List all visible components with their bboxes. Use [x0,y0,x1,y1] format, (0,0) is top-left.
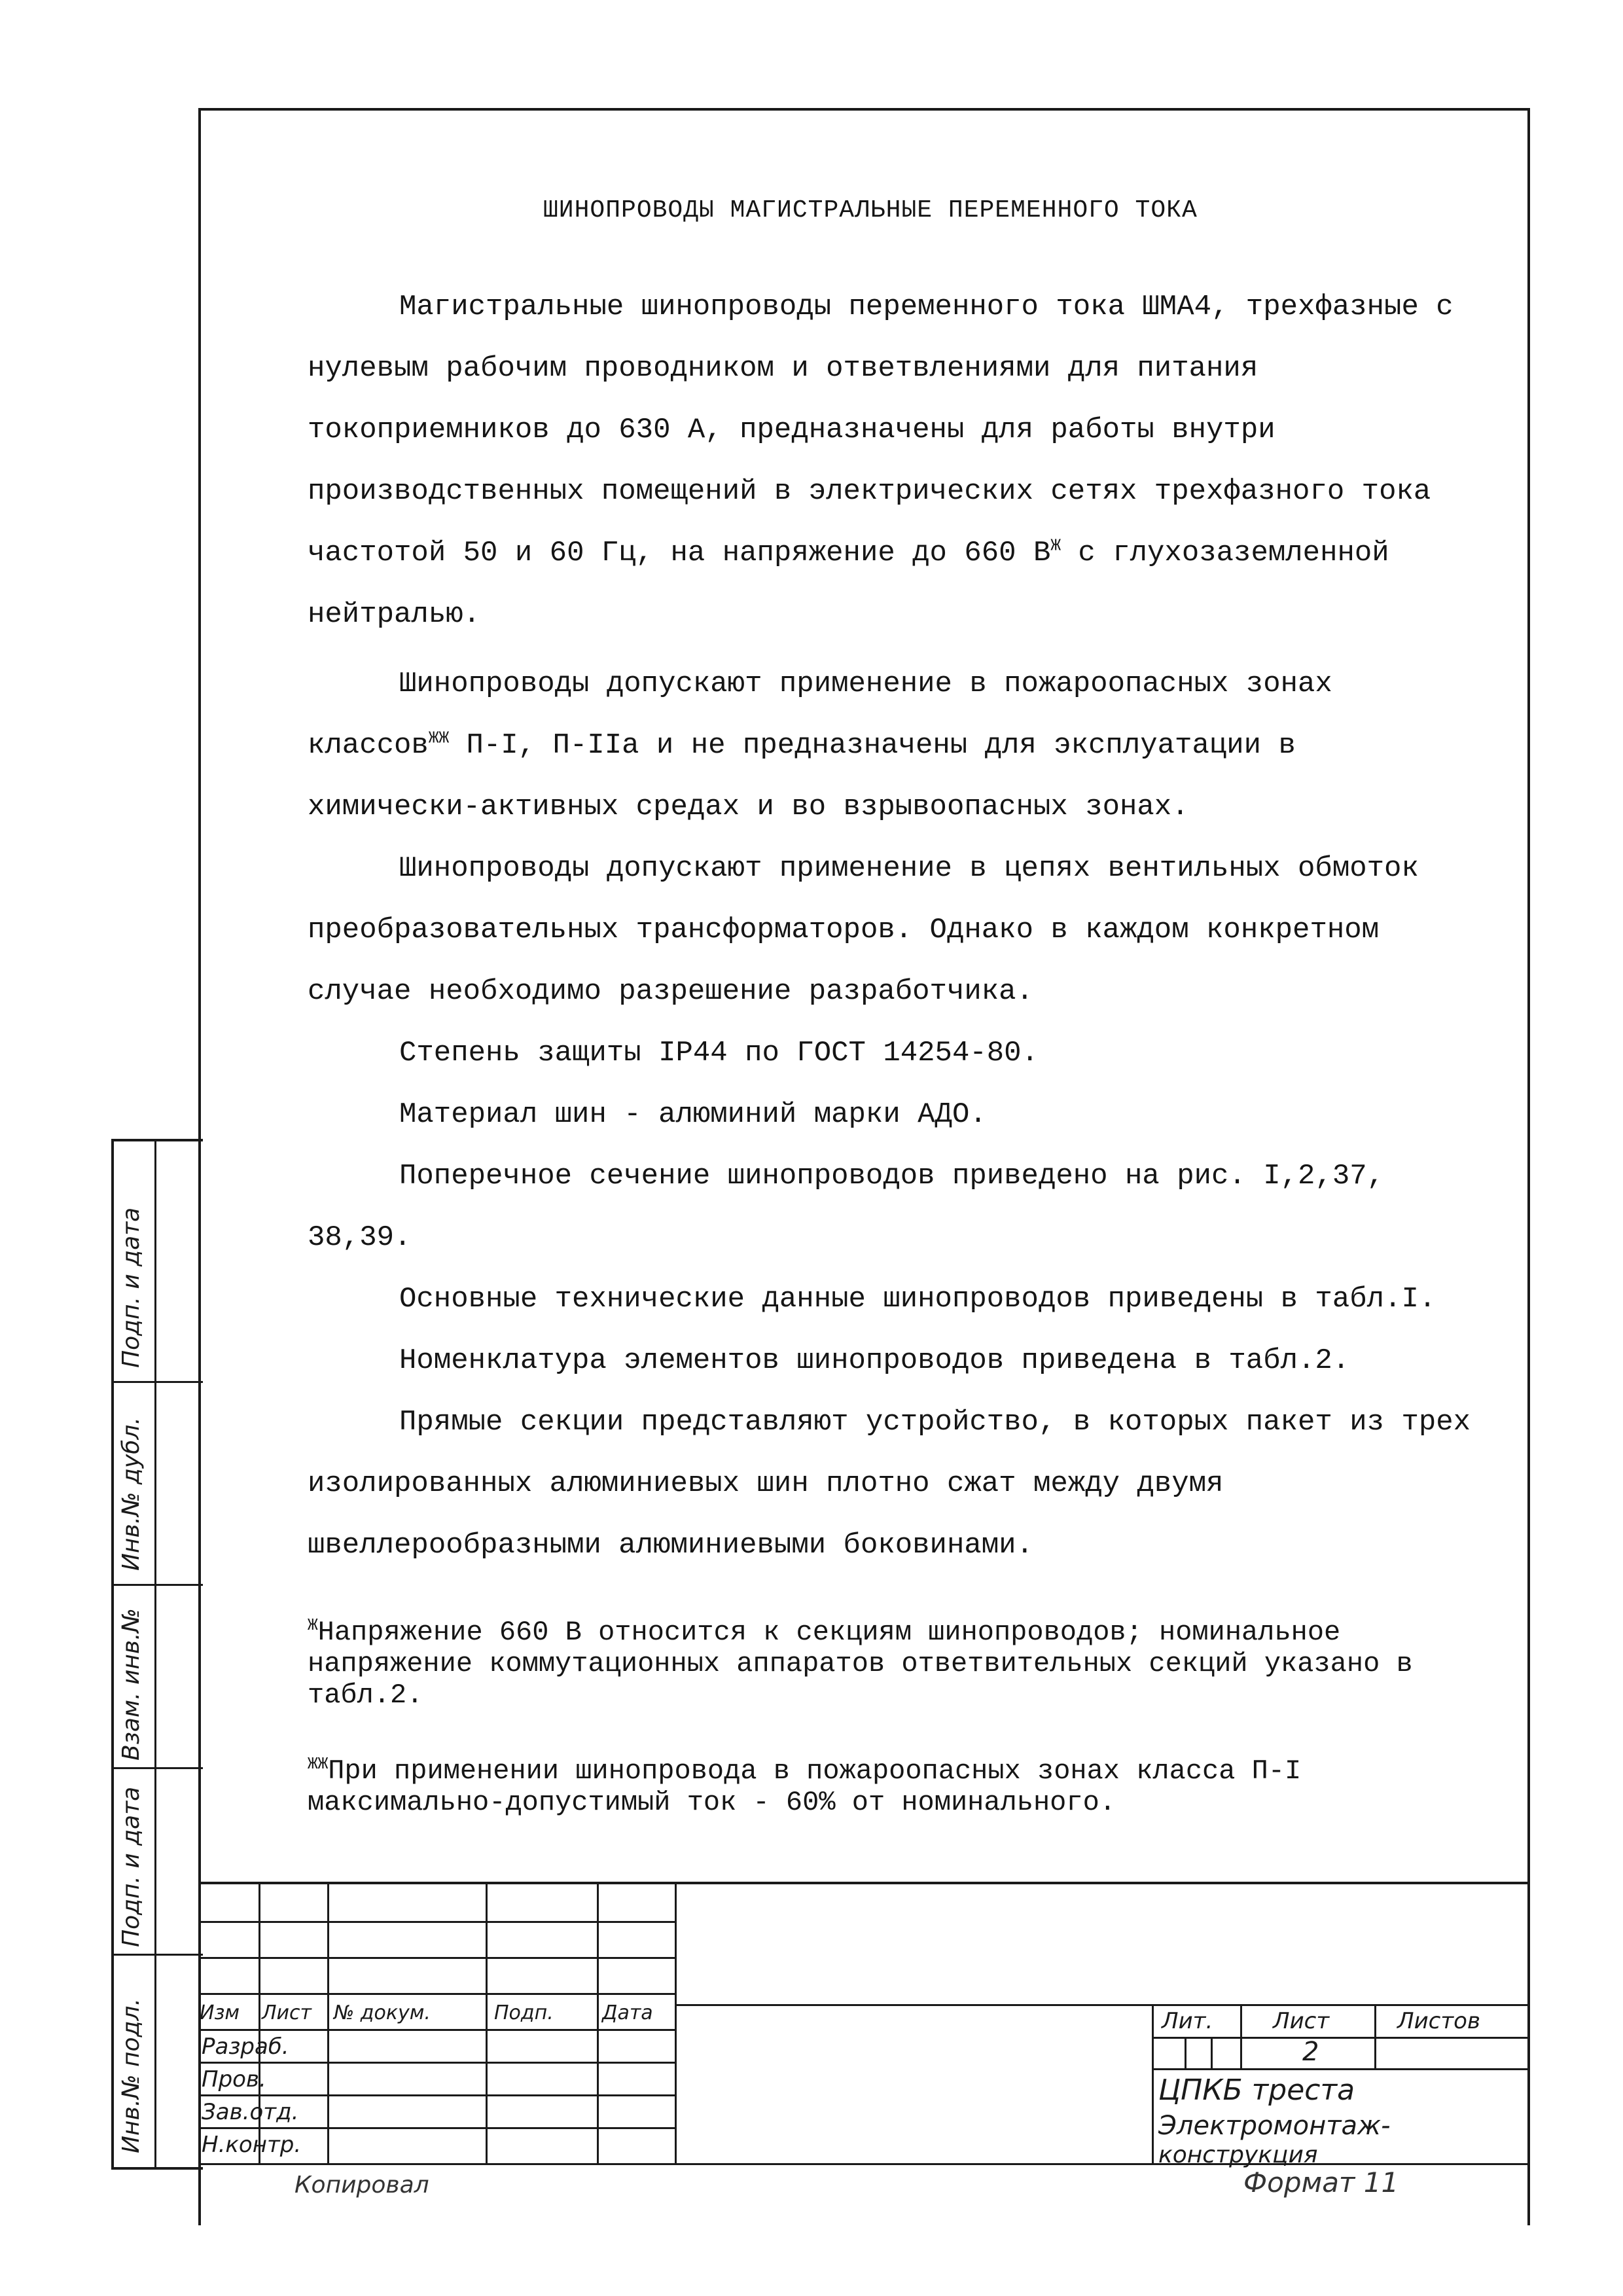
tb-lit: Лит. [1162,2008,1213,2034]
tb-line [1152,2037,1530,2039]
tb-zav-otd: Зав.отд. [202,2099,299,2125]
tb-line [198,2029,675,2031]
paragraph-1-text-a: Магистральные шинопроводы переменного тока ШМА4, трехфазные с нулевым рабочим проводником и ответвлениями для питания токоприемников до 630 А, предназначены для работы внутри производственных помещений в электрических сетях трехфазного тока частотой 50 и 60 Гц, на напряжение до 660 В [308,291,1454,569]
paragraph-1 [308,276,1479,645]
margin-row-line [111,1584,203,1586]
tb-org-line2: Электромонтаж- [1158,2111,1391,2141]
tb-list: Лист [262,2001,312,2024]
tb-line [597,1882,599,2163]
tb-line [1152,2004,1154,2163]
paragraph-2 [308,653,1479,838]
margin-label-vzam-inv: Взам. инв.№ [118,1608,145,1761]
margin-row-line [111,1954,203,1956]
tb-line [198,1957,675,1959]
tb-data: Дата [602,2001,653,2024]
tb-sheet-number: 2 [1302,2037,1319,2067]
tb-line [1185,2037,1186,2068]
footnote-mark-1: Ж [1050,535,1061,556]
tb-line [198,1993,675,1995]
paragraph-4: Степень защиты IP44 по ГОСТ 14254-80. [399,1037,1039,1069]
footnote-2-text: При применении шинопровода в пожароопасных зонах класса П-I максимально-допустимый ток - 60% от номинального. [308,1755,1302,1818]
page-title: ШИНОПРОВОДЫ МАГИСТРАЛЬНЫЕ ПЕРЕМЕННОГО ТОКА [543,196,1198,224]
paragraph-5: Материал шин - алюминий марки АДО. [399,1098,987,1131]
tb-n-dokum: № докум. [334,2001,431,2024]
footnote-2 [308,1755,1479,1818]
tb-line [198,1921,675,1923]
format-label: Формат 11 [1243,2166,1399,2198]
margin-label-inv-dubl: Инв.№ дубл. [118,1417,145,1571]
margin-label-inv-podl: Инв.№ подл. [118,1998,145,2153]
tb-izm: Изм [200,2001,240,2024]
tb-line [198,2127,675,2129]
paragraph-1-text-b: с глухозаземленной нейтралью. [308,537,1389,631]
tb-line [198,2163,1530,2165]
footnote-1-mark: Ж [308,1615,318,1635]
tb-line [486,1882,488,2163]
paragraph-7: Основные технические данные шинопроводов приведены в табл.I. [399,1283,1436,1316]
paragraph-2-text-a: Шинопроводы допускают применение в пожароопасных зонах классов [308,668,1332,762]
margin-row-line [111,1767,203,1769]
tb-org-line3: конструкция [1158,2142,1318,2168]
tb-podp: Подп. [494,2001,554,2024]
margin-label-podp-data-2: Подп. и дата [118,1786,145,1947]
tb-org-line1: ЦПКБ треста [1158,2073,1355,2107]
paragraph-9: Прямые секции представляют устройство, в которых пакет из трех изолированных алюминиевых шин плотно сжат между двумя швеллерообразными алюминиевыми боковинами. [308,1406,1471,1562]
tb-line [675,2004,1530,2006]
margin-row-line [111,1381,203,1383]
tb-line [198,2062,675,2064]
paragraph-2-text-b: П-I, П-IIа и не предназначены для эксплуатации в химически-активных средах и во взрывоопасных зонах. [308,729,1296,823]
tb-line [675,1882,677,2163]
kopiroval-label: Копировал [294,2172,429,2198]
margin-strip-divider [154,1139,156,2170]
footnote-2-mark: ЖЖ [308,1754,329,1774]
tb-listov: Листов [1397,2008,1481,2034]
paragraph-6: Поперечное сечение шинопроводов приведено на рис. I,2,37, 38,39. [308,1160,1385,1254]
tb-line [1374,2004,1376,2068]
tb-n-kontr: Н.контр. [202,2132,302,2158]
tb-line [1240,2004,1242,2068]
tb-line [327,1882,329,2163]
margin-label-podp-data: Подп. и дата [118,1207,145,1368]
paragraph-3: Шинопроводы допускают применение в цепях вентильных обмоток преобразовательных трансформаторов. Однако в каждом конкретном случае необходимо разрешение разработчика. [308,852,1419,1008]
tb-line [1152,2068,1530,2070]
footnote-1-text: Напряжение 660 В относится к секциям шинопроводов; номинальное напряжение коммутационных аппаратов ответвительных секций указано в табл.2. [308,1617,1413,1711]
footnote-mark-2: ЖЖ [428,728,450,748]
tb-prov: Пров. [202,2066,266,2092]
tb-line [1211,2037,1213,2068]
footnote-1 [308,1617,1479,1711]
paragraph-8: Номенклатура элементов шинопроводов приведена в табл.2. [399,1344,1350,1377]
tb-razrab: Разраб. [202,2034,289,2060]
tb-line [198,2094,675,2096]
tb-list-col: Лист [1273,2008,1330,2034]
